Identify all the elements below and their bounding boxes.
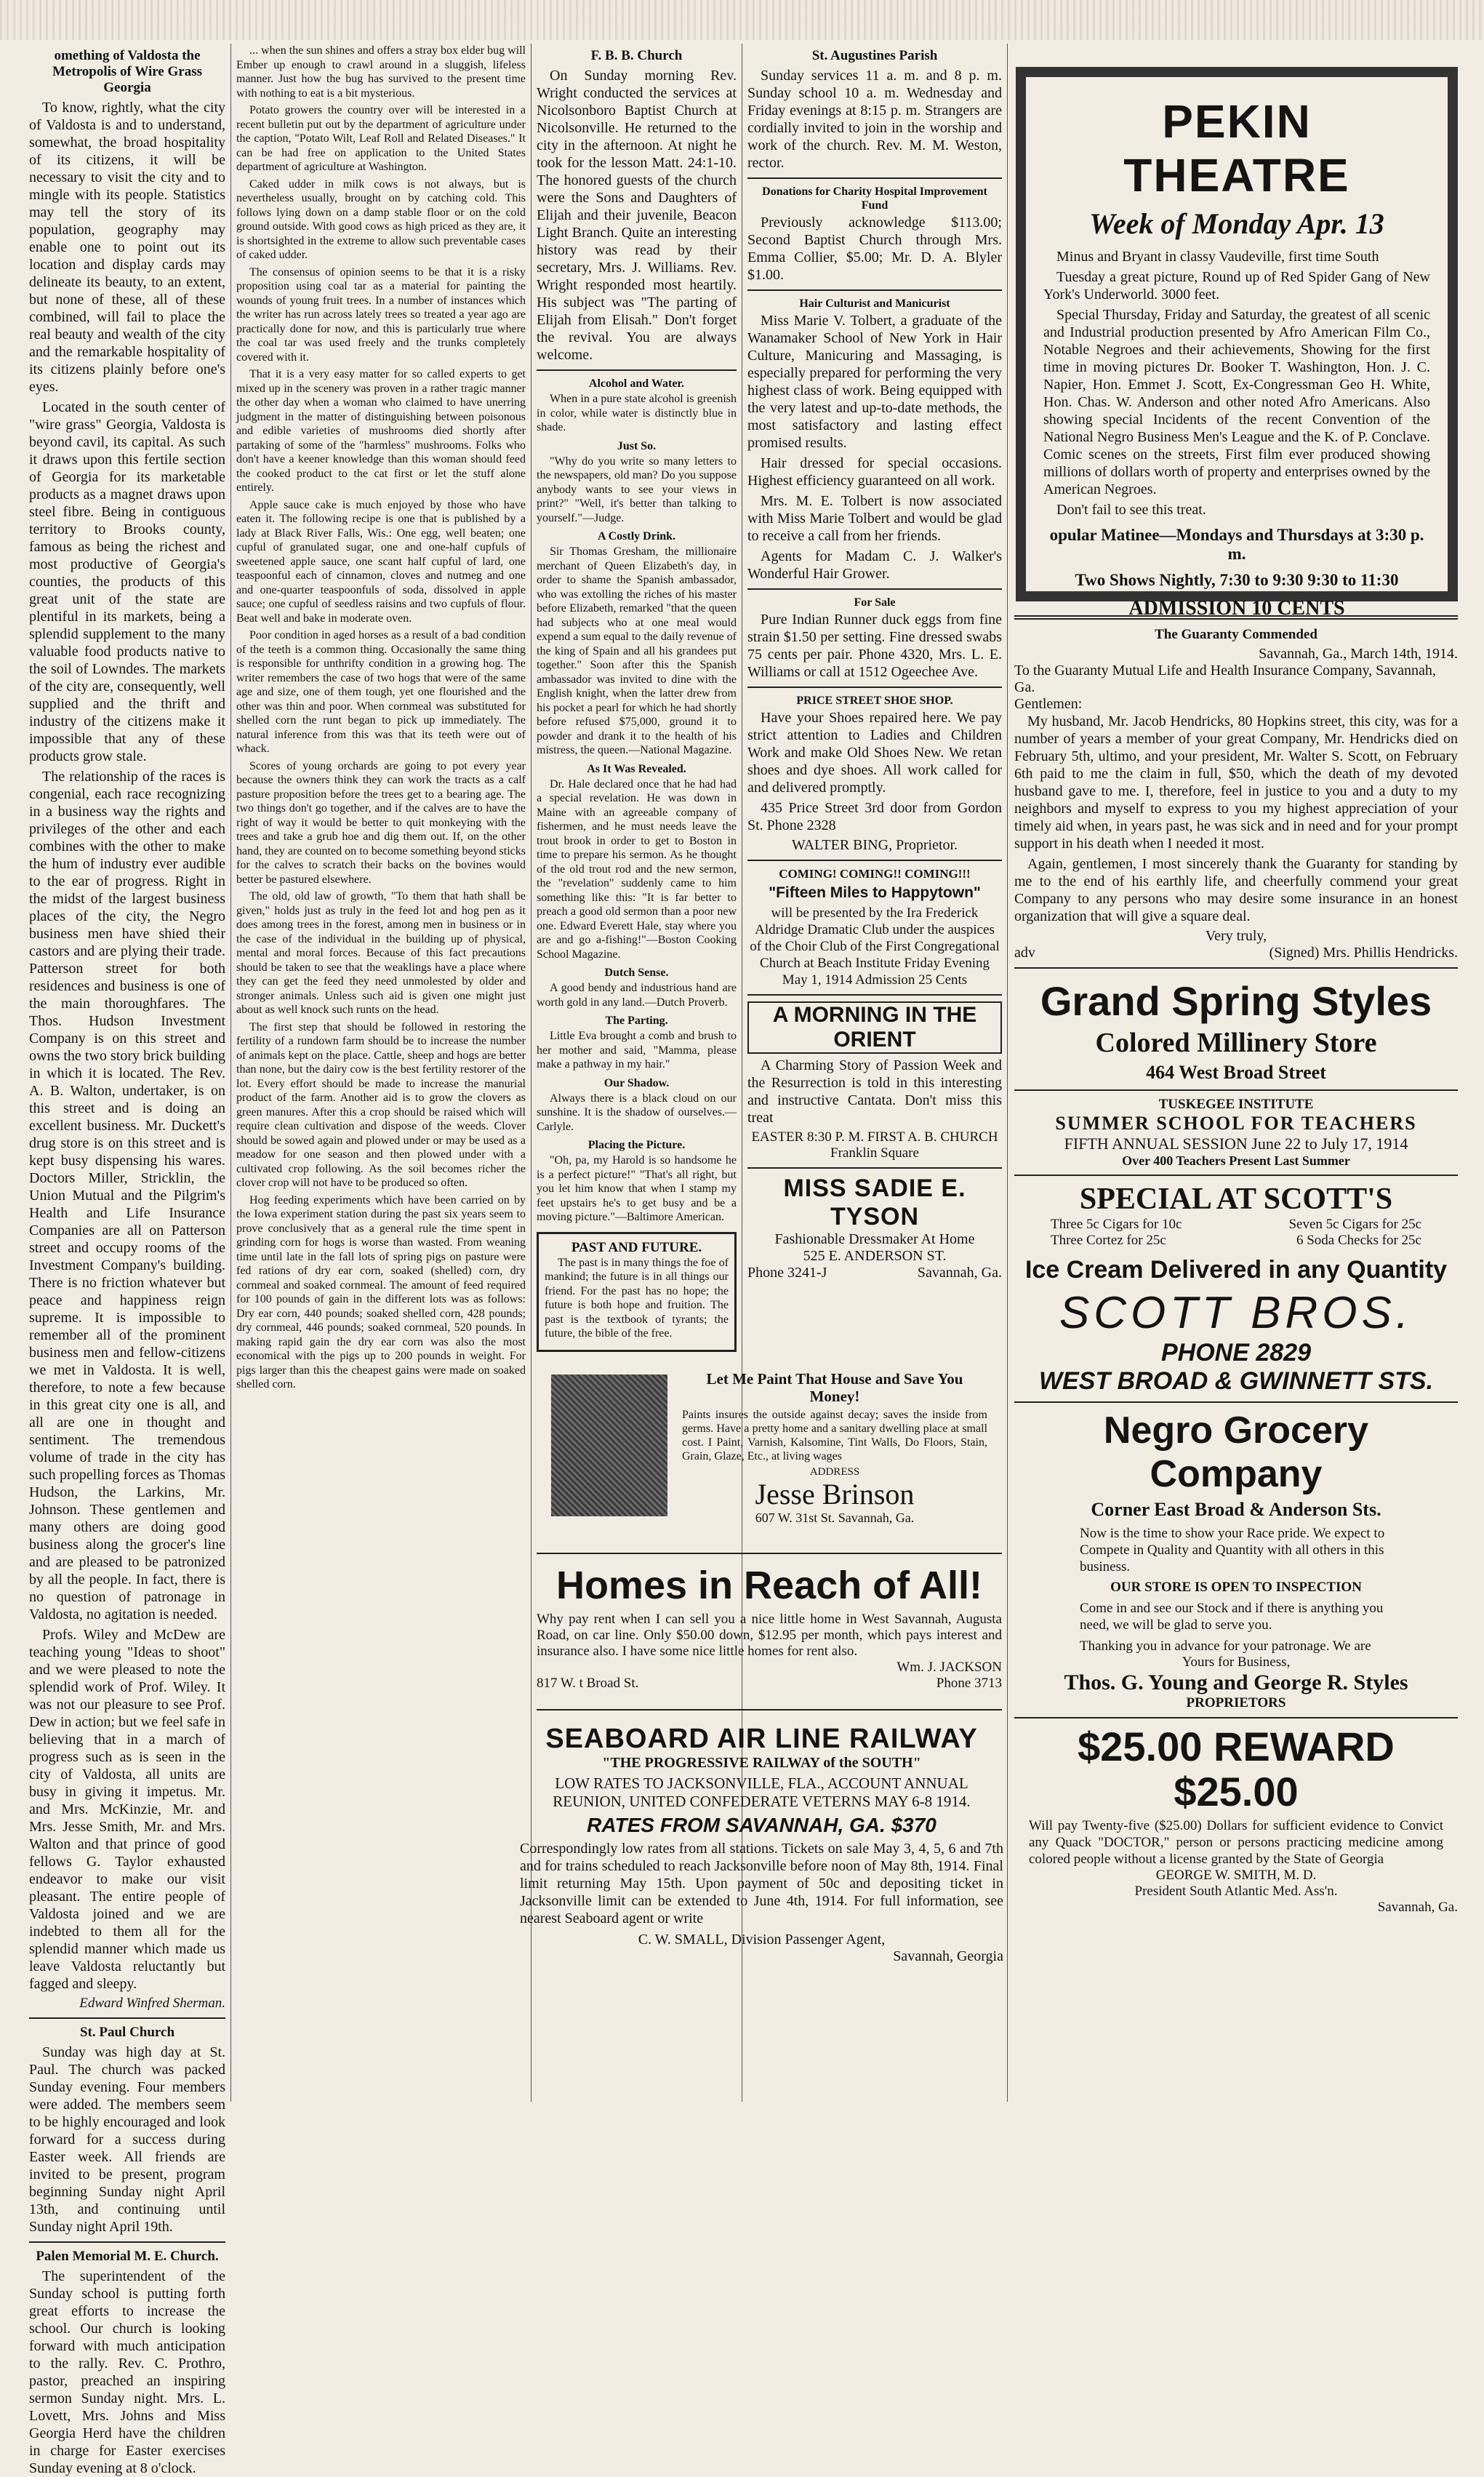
tyson-phone: Phone 3241-J (747, 1265, 827, 1281)
seaboard-text: Correspondingly low rates from all stations. Tickets on sale May 3, 4, 5, 6 and 7th and for trains scheduled to reach Jacksonville before noon of May 8th, 1914. Final limit returning May 15th. Upon payment of 50c and depositing ticket in Jacksonville limit can be extended to June 4th, 1914. For full information, see nearest Seaboard agent or write (520, 1841, 1003, 1926)
divider (29, 2241, 225, 2243)
heading-palen: Palen Memorial M. E. Church. (36, 2249, 219, 2264)
item-heading: As It Was Revealed. (587, 762, 686, 775)
para: Agents for Madam C. J. Walker's Wonderful Hair Grower. (747, 548, 1002, 582)
guaranty-greet: Gentlemen: (1014, 696, 1083, 712)
para: Apple sauce cake is much enjoyed by those who have eaten it. The following recipe is one that is published by a lady at Black River Falls, Wis.: One egg, well beaten; one cupful of granulated sugar, one and one-half cupfuls of sweetened apple sauce, one scant half cupful of lard, one teaspoonful each of cinnamon, cloves and nutmeg and one and one-quarter teaspoonfuls of soda, dissolved in apple sauce; one cupful of seedless raisins and two cupfuls of flour. Beat well and bake in moderate oven. (236, 498, 526, 625)
para: Hog feeding experiments which have been carried on by the Iowa experiment station during the past six years seem to prove conclusively that as a general rule the time spent in grinding corn for hogs is worse than wasted. From weaning time until late in the fall lots of spring pigs on pasture were fed rations of dry ear corn, soaked (shelled) corn, dry cornmeal and soaked cornmeal. The amount of feed required for 100 pounds of gain in the different lots was as follows: Dry ear corn, 440 pounds; soaked shelled corn, 428 pounds; dry cornmeal, 446 pounds; soaked cornmeal, 520 pounds. In making rapid gain the dry ear corn was also the most economical with the pigs up to 200 pounds in weight. For pigs larger than this the cheapest gains were made on soaked shelled corn. (236, 1193, 526, 1390)
para: Special Thursday, Friday and Saturday, the greatest of all scenic and Industrial production presented by Afro American Film Co., Notable Negroes and their achievements, Showing for the first time in moving pictures Dr. Booker T. Washington, Hon. J. C. Napier, Hon. Emmet J. Scott, Ex-Congressman Geo H. White, Hon. Chas. W. Anderson and other noted Afro Americans. Also showing special Incidents of the recent Convention of the National Negro Business Men's League and the K. of P. Conclave. Comic scenes on the streets, First film ever produced showing millions of dollars worth of property and enterprises owned by the American Negroes. (1043, 307, 1430, 497)
heading-donations: Donations for Charity Hospital Improvement Fund (762, 185, 987, 212)
para: Previously acknowledge $113.00; Second Baptist Church through Mrs. Emma Collier, $5.00; Mr. D. A. Blyler $1.00. (747, 215, 1002, 283)
para: Little Eva brought a comb and brush to her mother and said, "Mamma, please make a pathway in my hair." (537, 1030, 737, 1071)
para: The consensus of opinion seems to be that it is a risky proposition using coal tar as a material for painting the wounds of young fruit trees. In a number of instances which the writer has run across lately trees so treated a year ago are practically done for now, and this is particularly true where the coal tar was used freely and the trunks completely covered with it. (236, 265, 526, 364)
tuskegee-l4: Over 400 Teachers Present Last Summer (1122, 1153, 1350, 1168)
seaboard-title: SEABOARD AIR LINE RAILWAY (545, 1724, 978, 1754)
para: The relationship of the races is congenial, each race recognizing in a business way the rights and privileges of the other and each combines with the other to make the hum of industry ever audible to the ear of progress. Right in the midst of the largest business places of the city, the Negro business men have shied their castors and are plying their trade. Patterson street for both residences and business is one of the main thoroughfares. The Thos. Hudson Investment Company is on this street and owns the two story brick building in which it is located. The Rev. A. B. Walton, undertaker, is on this street and is doing an excellent business. Mr. Duckett's drug store is on this street and is kept busy dispensing his wares. Doctors Miller, Stricklin, the Union Mutual and the Pilgrim's Health and Life Insurance Companies are all on Patterson street and occupy rooms of the Investment Company's building. There is no friction whatever but peace and happiness reign supreme. It is impossible to remember all of the prominent business men and fellow-citizens we met in Valdosta. It is well, therefore, to note a few because in this great city one is all, and all are one in thought and sentiment. The tremendous volume of trade in the city has such propelling forces as Thomas Hudson, the Larkins, Mr. Johnson. These gentlemen and many others are doing good business along the grocer's line and are pleased to be patronized by all the people. In fact, there is no question of patronage in Valdosta, no agitation is needed. (29, 769, 225, 1622)
pekin-matinee: opular Matinee—Mondays and Thursdays at 3:30 p. m. (1049, 526, 1424, 563)
para: Tuesday a great picture, Round up of Red Spider Gang of New York's Underworld. 3000 feet. (1043, 269, 1430, 303)
column-rule (1007, 44, 1008, 2102)
scotts-d: 6 Soda Checks for 25c (1296, 1233, 1421, 1248)
scotts-name: SCOTT BROS. (1059, 1288, 1413, 1338)
item-heading: A Costly Drink. (597, 530, 676, 543)
orient-title: A MORNING IN THE ORIENT (747, 1001, 1002, 1054)
grocery-l3: Thanking you in advance for your patronage. We are (1080, 1638, 1371, 1654)
para: Mrs. M. E. Tolbert is now associated with Miss Marie Tolbert and would be glad to receive a call from her friends. (747, 493, 1002, 544)
para: Pure Indian Runner duck eggs from fine strain $1.50 per setting. Fine dressed swabs 75 cents per pair. Phone 4320, Mrs. L. E. Williams or call at 1512 Ogeechee Ave. (747, 612, 1002, 680)
tyson-addr: 525 E. ANDERSON ST. (803, 1248, 947, 1264)
guaranty-sig: (Signed) Mrs. Phillis Hendricks. (1269, 945, 1458, 961)
para: Have your Shoes repaired here. We pay strict attention to Ladies and Children Work and make Old Shoes New. We retan shoes and dye shoes. All work called for and delivered promptly. (747, 710, 1002, 796)
homes-phone: Phone 3713 (936, 1676, 1002, 1691)
tuskegee-l2: SUMMER SCHOOL FOR TEACHERS (1055, 1113, 1417, 1134)
reward-city: Savannah, Ga. (1377, 1900, 1458, 1915)
divider (747, 289, 1002, 291)
grocery-open: OUR STORE IS OPEN TO INSPECTION (1110, 1580, 1362, 1595)
homes-ad (537, 1564, 1002, 1710)
item-heading: The Parting. (605, 1015, 668, 1027)
para: ... when the sun shines and offers a stray box elder bug will Ember up enough to crawl around in a sluggish, lifeless manner. Just how the bug has survived to the present time with nothing to eat is a bit mysterious. (236, 44, 526, 100)
column-valdosta (29, 44, 225, 2476)
pekin-theatre-ad (1016, 67, 1458, 620)
homes-contact (537, 1676, 1002, 1692)
para: Always there is a black cloud on our sunshine. It is the shadow of ourselves.—Carlyle. (537, 1092, 737, 1133)
pekin-shows: Two Shows Nightly, 7:30 to 9:30 9:30 to 11:30 (1075, 571, 1399, 589)
paint-ad-text (682, 1370, 987, 1526)
para: Located in the south center of "wire grass" Georgia, Valdosta is beyond cavil, its capital. As such it draws upon this fertile section of Georgia for its marketable products as a magnet draws upon steel fibre. Being in contiguous territory to Brooks county, famous as being the richest and most productive of Georgia's counties, the products of this great unit of the state are plentiful in its markets, being a splendid supplement to the many valuable food products native to the soil of Lowndes. The markets of the city are, consequently, well supplied and the thrift and industry of the citizens make it impossible that any of these products grow stale. (29, 399, 225, 764)
seaboard-l2: RATES FROM SAVANNAH, GA. $370 (587, 1814, 936, 1836)
guaranty-date: Savannah, Ga., March 14th, 1914. (1259, 646, 1458, 662)
shoe-proprietor: WALTER BING, Proprietor. (791, 837, 958, 853)
right-column-ads (1014, 611, 1458, 2102)
paint-text: Paints insures the outside against decay; saves the inside from germs. Have a pretty home and a sanitary dwelling place at small cost. I Paint, Varnish, Kalsomine, Tint Walls, Do Floors, Stain, Grain, Glaze, Etc., at living wages (682, 1409, 987, 1462)
para: On Sunday morning Rev. Wright conducted the services at Nicolsonboro Baptist Church at Nicolsonville. He returned to the city in the afternoon. At night he took for the lesson Matt. 24:1-10. The honored guests of the church were the Sons and Daughters of Elijah and their juvenile, Beacon Light Branch. Quite an interesting history was read by their secretary, Mrs. J. Williams. Rev. Wright responded most heartily. His subject was "The parting of Elijah from Elisah." Don't forget the revival. You are always welcome. (537, 68, 737, 363)
para: Profs. Wiley and McDew are teaching young "Ideas to shoot" and we were pleased to note the splendid work of Prof. Wiley. It was not our pleasure to see Prof. Dew in action; but we feel safe in believing that in a march of progress such as is seen in the city of Valdosta, all units are busy in giving it impetus. Mr. and Mrs. McKinzie, Mr. and Mrs. Jesse Smith, Mr. and Mrs. Walton and that prince of good fellows G. Taylor exhausted endeavor to make our visit pleasant. The entire people of Valdosta joined and we are indebted to them all for the splendid manner which made us leave Valdosta reluctantly but fagged and sleepy. (29, 1627, 225, 1992)
paint-address-label: ADDRESS (809, 1466, 860, 1478)
para: Sunday was high day at St. Paul. The church was packed Sunday evening. Four members were added. The members seem to be highly encouraged and look forward for a success during Easter week. All friends are invited to be present, program beginning Sunday night April 13th, and continuing until Sunday night April 19th. (29, 2044, 225, 2235)
para: Again, gentlemen, I most sincerely thank the Guaranty for standing by me to the end of his earthly life, and cheerfully commend your great Company to any persons who may desire some insurance in an honest organization that will give a square deal. (1014, 856, 1458, 924)
divider (747, 177, 1002, 179)
torn-top-edge (0, 0, 1484, 40)
portrait-photo (551, 1374, 667, 1516)
para: A Charming Story of Passion Week and the Resurrection is told in this interesting and instructive Cantata. Don't miss this treat (747, 1057, 1002, 1126)
para: Scores of young orchards are going to pot every year because the owners think they can work the tracts as a calf pasture proposition before the trees get to a bearing age. The two things don't go together, and if the calves are to have the right of way it would be better to quit monkeying with the trees and take a grub hoe and dig them out. If, on the other hand, they are counted on to become something beyond sticks for the calves to scratch their backs on the bovines would better be pastured elsewhere. (236, 759, 526, 886)
divider (747, 994, 1002, 996)
guaranty-close: Very truly, (1205, 928, 1267, 944)
divider (747, 687, 1002, 688)
pekin-admission: ADMISSION 10 CENTS (1128, 597, 1345, 620)
past-future-box (537, 1232, 737, 1352)
para: Sunday services 11 a. m. and 8 p. m. Sunday school 10 a. m. Wednesday and Friday evenings at 8:15 p. m. Strangers are cordially invited to join in the worship and work of the church. Rev. M. M. Weston, rector. (747, 68, 1002, 171)
coming-banner: COMING! COMING!! COMING!!! (779, 867, 971, 881)
para: To know, rightly, what the city of Valdosta is and to understand, somewhat, the broad hospitality of its citizens, it will be necessary to visit the city and to mingle with its people. Statistics may tell the story of its population, geography may enable one to point out its location and display cards may delineate its beauty, to an extent, but none of these, all of these combined, will fail to place the real beauty and wealth of the city and the remarkable hospitality of its citizens plainly before one's eyes. (29, 100, 225, 395)
pekin-week: Week of Monday Apr. 13 (1089, 207, 1384, 240)
tyson-city: Savannah, Ga. (917, 1265, 1002, 1281)
reward-title: $25.00 REWARD $25.00 (1078, 1724, 1395, 1814)
item-heading: Placing the Picture. (587, 1139, 686, 1151)
para: Poor condition in aged horses as a result of a bad condition of the teeth is a common thing. Occasionally the same thing is responsible for unthrifty condition in a growing hog. The writer remembers the case of two hogs that were of the same age and size, one of them tough, yet one flourished and the other was thin and poor. When cornmeal was substituted for shelled corn the runt began to pick up immediately. The natural inference from this was that its teeth were out of whack. (236, 629, 526, 755)
reward-text: Will pay Twenty-five ($25.00) Dollars for sufficient evidence to Convict any Quack "DOCTOR," person or persons practicing medicine among colored people without a license granted by the State of Georgia (1029, 1818, 1443, 1867)
orient-sub: EASTER 8:30 P. M. FIRST A. B. CHURCH Franklin Square (751, 1129, 998, 1161)
guaranty-adv: adv (1014, 945, 1035, 961)
heading-for-sale: For Sale (854, 596, 896, 609)
shoe-shop-title: PRICE STREET SHOE SHOP. (796, 695, 953, 707)
para: The old, old law of growth, "To them that hath shall be given," holds just as truly in the feed lot and hog pen as it does among trees in the forest, among men in business or in the case of the individual in the building up of physical, mental and moral forces. Because of this fact precautions should be taken to see that the weaklings have a place where they can get the feed they need unmolested by older and stronger animals. Unless such aid is given one might just about as well knock such runts on the head. (236, 890, 526, 1016)
para: Sir Thomas Gresham, the millionaire merchant of Queen Elizabeth's day, in order to shame the Spanish ambassador, who was extolling the riches of his master before Elizabeth, remarked "that the queen had subjects who at one meal would expend a sum equal to the daily revenue of the king of Spain and all his grandees put together." Soon after this the Spanish ambassador was invited to dine with the English knight, when the latter drew from his pocket a pearl for which he had shortly before refused $75,000, ground it to powder and drank it to the health of his mistress, the queen.—National Magazine. (537, 545, 737, 756)
para: Potato growers the country over will be interested in a recent bulletin put out by the department of agriculture under the caption, "Potato Wilt, Leaf Roll and Related Diseases." It can be had free on application to the United States department of agriculture at Washington. (236, 104, 526, 173)
para: Hair dressed for special occasions. Highest efficiency guaranteed on all work. (747, 455, 1002, 489)
millinery-title: Grand Spring Styles (1040, 978, 1432, 1024)
para: My husband, Mr. Jacob Hendricks, 80 Hopkins street, this city, was for a number of years a member of your great Company, Mr. Hendricks died on February 5th, ultimo, and your president, Mr. Walter S. Scott, on February 6th paid to me the claim in full, $50, which the death of my devoted husband gave to me. I, therefore, feel in justice to you and a duty to my neighbors and myself to express to you my highest appreciation of your timely aid when, in years past, he was sick and in need and for your prompt support in his death when I needed it most. (1014, 713, 1458, 852)
millinery-sub: Colored Millinery Store (1095, 1028, 1377, 1058)
para: "Oh, pa, my Harold is so handsome he is a perfect picture!" "That's all right, but you let him know that when I stamp my feet upstairs he's to get busy and be a moving picture."—Baltimore American. (537, 1154, 737, 1223)
scotts-a: Three 5c Cigars for 10c (1051, 1217, 1182, 1232)
reward-sig2: President South Atlantic Med. Ass'n. (1134, 1884, 1338, 1899)
column-notices (747, 44, 1002, 1353)
box-title: PAST AND FUTURE. (571, 1239, 702, 1255)
heading-fbb-church: F. B. B. Church (590, 48, 683, 63)
grocery-props: PROPRIETORS (1186, 1695, 1286, 1710)
grocery-title: Negro Grocery Company (1103, 1409, 1369, 1495)
scotts-c: Three Cortez for 25c (1051, 1233, 1166, 1248)
tyson-name: MISS SADIE E. TYSON (783, 1175, 966, 1231)
para: Miss Marie V. Tolbert, a graduate of the Wanamaker School of New York in Hair Culture, Manicuring and Massaging, is especially prepared for performing the very highest class of work. Being equipped with the very latest and up-to-date methods, the most satisfactory and lasting effect promised results. (747, 313, 1002, 451)
column-farm-notes (236, 44, 526, 2109)
para: The past is in many things the foe of mankind; the future is in all things our friend. For the past has no hope; the future is both hope and fruition. The past is the textbook of tyrants; the future, the bible of the free. (545, 1256, 729, 1340)
paint-title: Let Me Paint That House and Save You Money! (706, 1370, 963, 1405)
divider (747, 588, 1002, 590)
seaboard-l1: LOW RATES TO JACKSONVILLE, FLA., ACCOUNT ANNUAL REUNION, UNITED CONFEDERATE VETERNS MAY 6-8 1914. (553, 1774, 971, 1810)
play-title: "Fifteen Miles to Happytown" (769, 884, 981, 901)
grocery-l1: Now is the time to show your Race pride. We expect to Compete in Quality and Quantity with all others in this business. (1080, 1526, 1385, 1574)
homes-title: Homes in Reach of All! (556, 1564, 983, 1607)
para: The superintendent of the Sunday school is putting forth great efforts to increase the school. Our church is looking forward with much anticipation to the rally. Rev. C. Prothro, pastor, preached an inspiring sermon Sunday night. Mrs. L. Lovett, Mrs. Johns and Miss Georgia Herd have the children in charge for Easter exercises Sunday evening at 8 o'clock. (29, 2268, 225, 2476)
scotts-addr: WEST BROAD & GWINNETT STS. (1038, 1367, 1434, 1395)
grocery-l4: Yours for Business, (1182, 1654, 1291, 1670)
tyson-text: Fashionable Dressmaker At Home (774, 1231, 975, 1247)
column-church-misc (537, 44, 737, 1353)
tyson-contact (747, 1265, 1002, 1281)
para: A good bendy and industrious hand are worth gold in any land.—Dutch Proverb. (537, 982, 737, 1009)
divider (537, 369, 737, 371)
play-text: will be presented by the Ira Frederick Aldridge Dramatic Club under the auspices of the Choir Club of the First Congregational Church at Beach Institute Friday Evening May 1, 1914 Admission 25 Cents (750, 905, 1000, 988)
para: That it is a very easy matter for so called experts to get mixed up in the scenery was proven in a rather tragic manner the other day when a woman who claimed to have unerring judgment in the matter of distinguishing between poisonous and edible varieties of mushrooms died shortly after partaking of some of the "harmless" mushrooms. Folks who don't have a keener knowledge than this woman should feed the cooked product to the cat first or let the stuff alone entirely. (236, 368, 526, 494)
seaboard-sig: C. W. SMALL, Division Passenger Agent, (638, 1932, 886, 1948)
seaboard-city: Savannah, Georgia (893, 1948, 1003, 1964)
homes-text: Why pay rent when I can sell you a nice little home in West Savannah, Augusta Road, on car line. Only $50.00 down, $12.95 per month, which pays interest and insurance also. I have some nice little homes for rent also. (537, 1612, 1002, 1659)
tuskegee-l1: TUSKEGEE INSTITUTE (1158, 1097, 1314, 1112)
column-rule (230, 44, 231, 2102)
guaranty-to: To the Guaranty Mutual Life and Health Insurance Company, Savannah, Ga. (1014, 663, 1436, 695)
para: "Why do you write so many letters to the newspapers, old man? Do you suppose anybody wants to see your views in print?" "Well, it's better than talking to yourself."—Judge. (537, 455, 737, 524)
para: Minus and Bryant in classy Vaudeville, first time South (1056, 249, 1379, 265)
para: When in a pure state alcohol is greenish in color, while water is distinctly blue in shade. (537, 393, 737, 433)
scotts-row2 (1014, 1233, 1458, 1249)
guaranty-title: The Guaranty Commended (1155, 627, 1317, 642)
tuskegee-l3: FIFTH ANNUAL SESSION June 22 to July 17, 1914 (1064, 1135, 1408, 1153)
byline: Edward Winfred Sherman. (79, 1996, 225, 2011)
para: Caked udder in milk cows is not always, but is nevertheless usually, brought on by catching cold. This follows lying down on a damp stable floor or on the cold ground outside. With good cows as high priced as they are, it is shortsighted in the extreme to allow such preventable cases of caked udder. (236, 177, 526, 261)
homes-sig: Wm. J. JACKSON (897, 1660, 1002, 1675)
guaranty-sig-row (1014, 945, 1458, 961)
item-heading: Dutch Sense. (604, 967, 669, 979)
heading-hair: Hair Culturist and Manicurist (799, 297, 950, 310)
seaboard-ad (520, 1724, 1003, 2102)
millinery-addr: 464 West Broad Street (1146, 1062, 1326, 1083)
item-heading: Our Shadow. (603, 1076, 670, 1089)
para: The first step that should be followed in restoring the fertility of a rundown farm should be to increase the number of animals kept on the place. Cattle, sheep and hogs are better than none, but the dairy cow is the best fertility restorer of the lot. Every effort should be made to increase the manurial product of the farm. Another aid is to grow the clovers as green manures. After this a crop should be raised which will require clean cultivation and dispose of the weeds. Clover should be sowed again and plowed under or may be used as a meadow for one season and then plowed under with a cultivated crop following. As the soil becomes richer the clover crop will not have to be produced so often. (236, 1020, 526, 1189)
scotts-phone: PHONE 2829 (1161, 1339, 1311, 1366)
paint-addr: 607 W. 31st St. Savannah, Ga. (755, 1510, 915, 1525)
paint-name: Jesse Brinson (755, 1478, 915, 1510)
divider (747, 1167, 1002, 1169)
item-heading: Just So. (617, 439, 657, 452)
seaboard-sub: "THE PROGRESSIVE RAILWAY of the SOUTH" (602, 1755, 921, 1771)
para: Don't fail to see this treat. (1056, 502, 1206, 518)
para: 435 Price Street 3rd door from Gordon St. Phone 2328 (747, 800, 1002, 833)
scotts-b: Seven 5c Cigars for 25c (1288, 1217, 1421, 1232)
article-title-valdosta: omething of Valdosta the Metropolis of Wire Grass Georgia (52, 48, 202, 95)
scotts-ice: Ice Cream Delivered in any Quantity (1024, 1256, 1448, 1284)
para: Dr. Hale declared once that he had had a special revelation. He was down in Maine with an agreeable company of fishermen, and he must needs leave the trout brook in order to get to Boston in time to prepare his sermon. As he thought of the old trout rod and the new sermon, the "revelation" suddenly came to him something like this: "It is far better to preach a good old sermon than a poor new one. Edward Everett Hale, stay where you are and go a-fishing!"—Boston Cooking School Magazine. (537, 777, 737, 961)
grocery-l2: Come in and see our Stock and if there is anything you need, we will be glad to serve you. (1080, 1601, 1384, 1633)
reward-sig: GEORGE W. SMITH, M. D. (1155, 1868, 1317, 1883)
paint-ad (537, 1367, 1002, 1554)
divider (747, 860, 1002, 861)
grocery-owners: Thos. G. Young and George R. Styles (1064, 1670, 1408, 1694)
divider (29, 2017, 225, 2019)
homes-addr: 817 W. t Broad St. (537, 1676, 639, 1691)
grocery-sub: Corner East Broad & Anderson Sts. (1091, 1499, 1381, 1520)
item-heading: Alcohol and Water. (588, 377, 685, 390)
heading-st-paul: St. Paul Church (79, 2025, 175, 2040)
scotts-row1 (1014, 1217, 1458, 1233)
heading-st-augustines: St. Augustines Parish (811, 48, 938, 63)
scotts-title: SPECIAL AT SCOTT'S (1079, 1183, 1393, 1216)
pekin-title: PEKIN THEATRE (1123, 95, 1350, 201)
